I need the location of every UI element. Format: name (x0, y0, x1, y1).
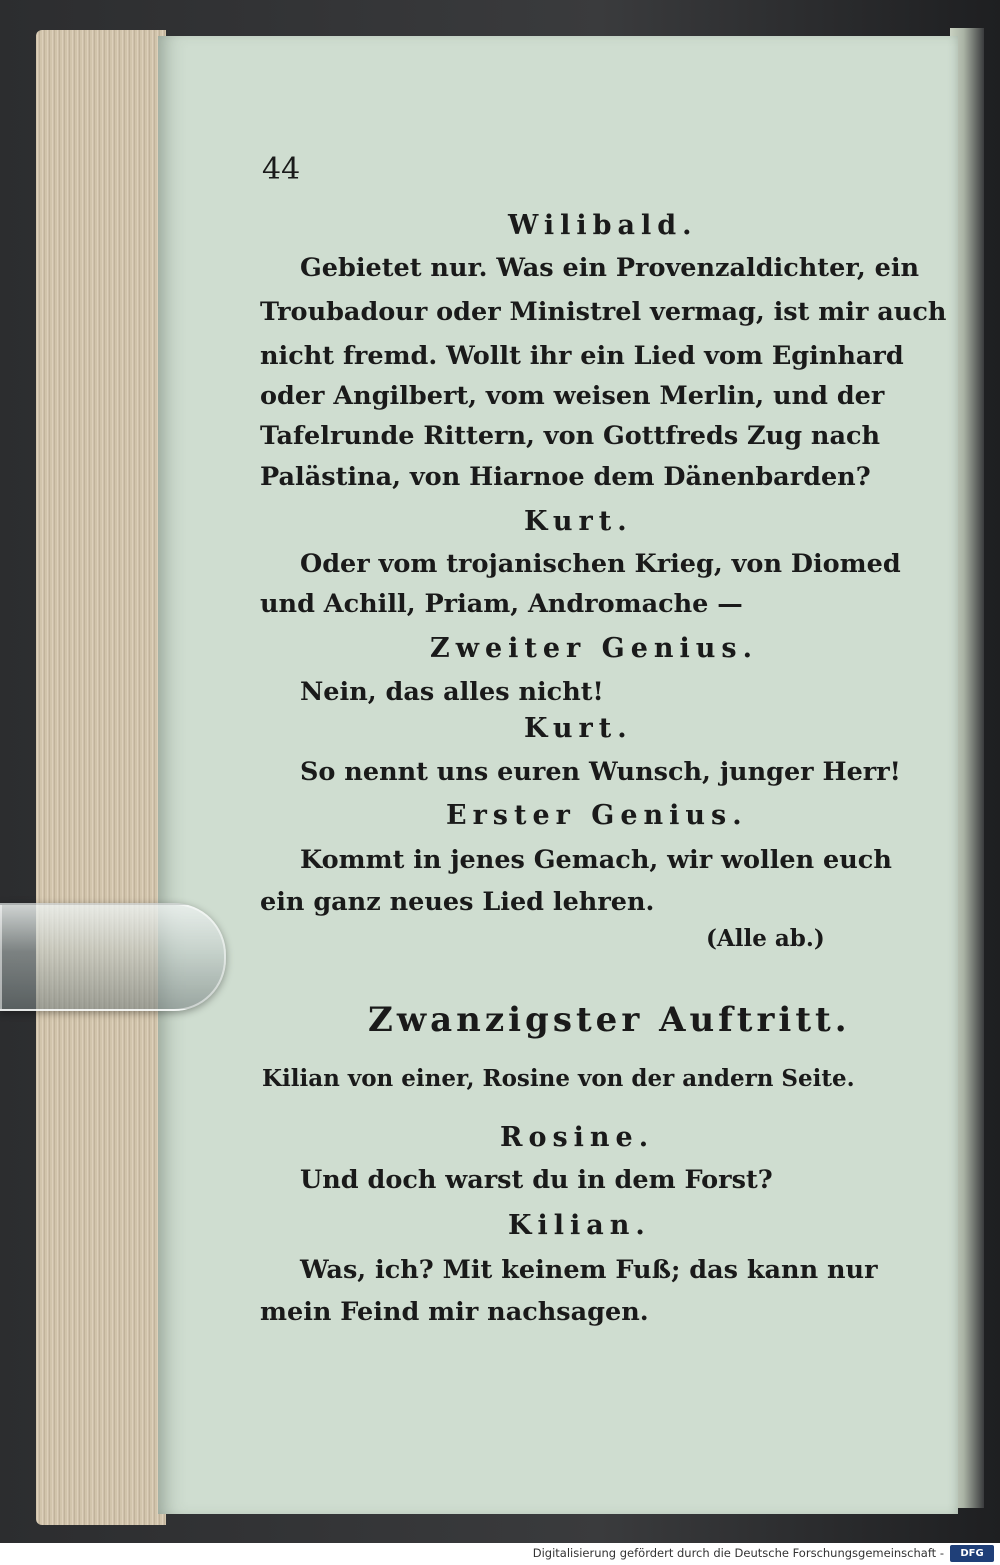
text-line: und Achill, Priam, Andromache — (260, 589, 743, 619)
text-line: nicht fremd. Wollt ihr ein Lied vom Eginhard (260, 341, 904, 371)
speaker-rosine: Rosine. (500, 1122, 655, 1153)
text-line: Troubadour oder Ministrel vermag, ist mir auch (260, 297, 947, 327)
text-line: ein ganz neues Lied lehren. (260, 887, 655, 917)
text-line: Kommt in jenes Gemach, wir wollen euch (300, 845, 892, 875)
page-number: 44 (262, 152, 301, 187)
footer-credit: Digitalisierung gefördert durch die Deutsche Forschungsgemeinschaft - (532, 1546, 944, 1560)
scene-heading: Zwanzigster Auftritt. (368, 1000, 851, 1040)
speaker-wilibald: Wilibald. (508, 210, 698, 241)
stage-direction-entry: Kilian von einer, Rosine von der andern Seite. (262, 1065, 855, 1092)
text-line: Palästina, von Hiarnoe dem Dänenbarden? (260, 462, 871, 492)
text-line: mein Feind mir nachsagen. (260, 1297, 649, 1327)
speaker-erster-genius: Erster Genius. (446, 800, 748, 831)
speaker-kurt: Kurt. (524, 506, 633, 537)
text-line: Oder vom trojanischen Krieg, von Diomed (300, 549, 901, 579)
text-line: oder Angilbert, vom weisen Merlin, und der (260, 381, 885, 411)
stage-direction-exit: (Alle ab.) (706, 925, 825, 952)
text-line: Tafelrunde Rittern, von Gottfreds Zug nach (260, 421, 881, 451)
dfg-logo-icon: DFG (950, 1545, 994, 1562)
footer-bar (0, 1543, 1000, 1565)
text-line: Gebietet nur. Was ein Provenzaldichter, ein (300, 253, 920, 283)
page-edges-stack (36, 30, 166, 1525)
text-line: So nennt uns euren Wunsch, junger Herr! (300, 757, 901, 787)
speaker-kilian: Kilian. (508, 1210, 651, 1241)
glass-page-holder (0, 903, 226, 1011)
text-line: Und doch warst du in dem Forst? (300, 1165, 773, 1195)
text-line: Nein, das alles nicht! (300, 677, 604, 707)
speaker-kurt: Kurt. (524, 713, 633, 744)
speaker-zweiter-genius: Zweiter Genius. (430, 633, 759, 664)
text-line: Was, ich? Mit keinem Fuß; das kann nur (300, 1255, 878, 1285)
